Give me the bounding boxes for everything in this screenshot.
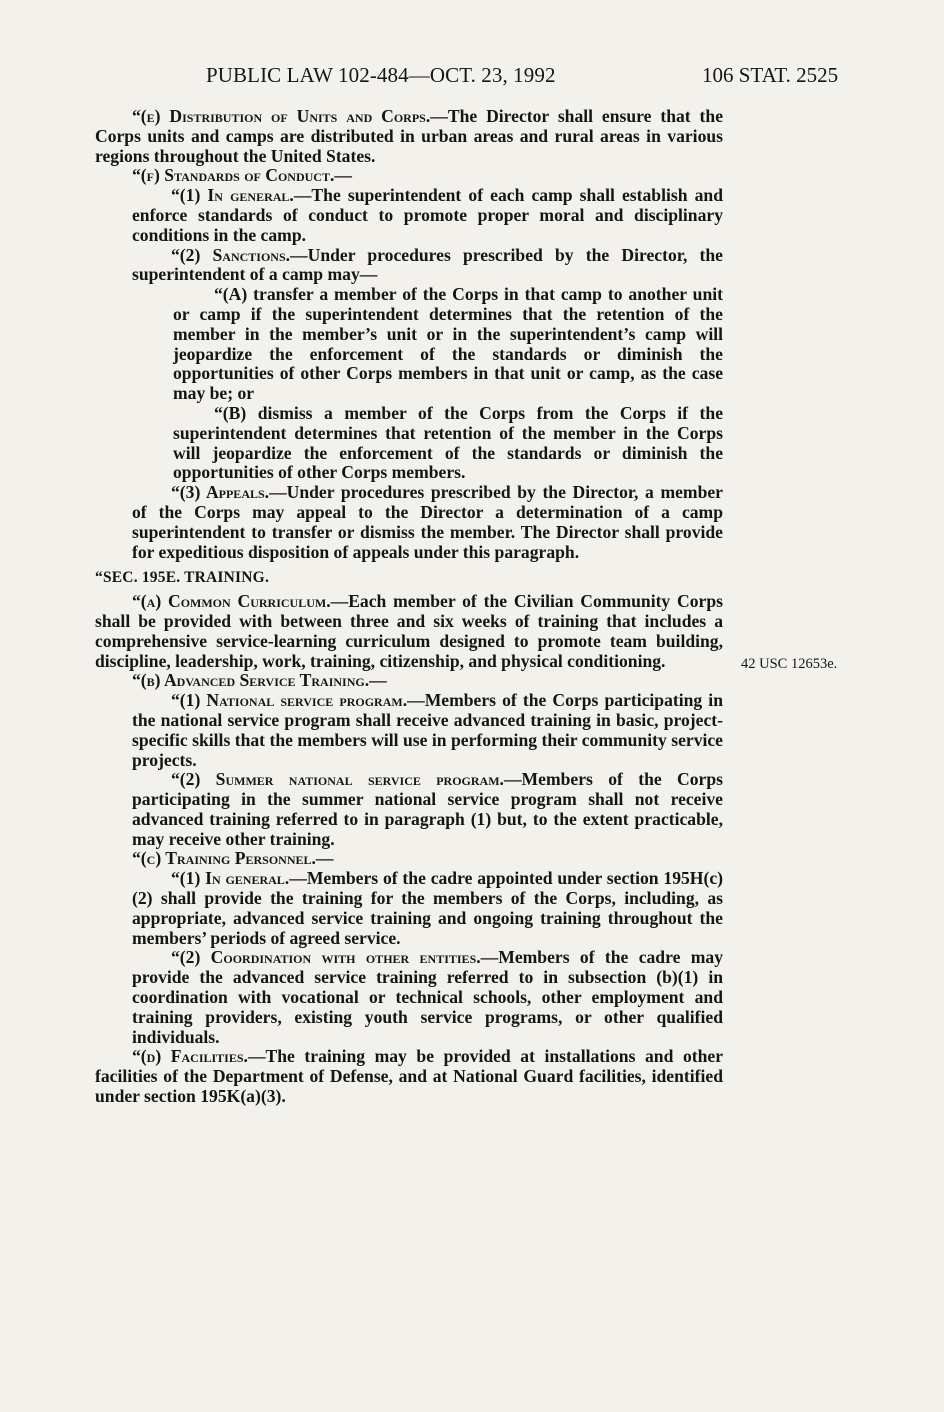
subsection-d-text: —The training may be provided at installations and other facilities of the Department of Defense, and at National Guard facilities, identified under section 195K(a)(3). xyxy=(95,1046,723,1107)
paragraph-c1 xyxy=(132,869,723,948)
paragraph-b2-heading: “(2) Summer national service program. xyxy=(171,769,504,790)
section-heading: “SEC. 195E. TRAINING. xyxy=(95,569,270,587)
paragraph-f1 xyxy=(132,186,723,245)
paragraph-f3 xyxy=(132,483,723,562)
paragraph-f1-text: —The superintendent of each camp shall establish and enforce standards of conduct to promote proper moral and disciplinary conditions in the camp. xyxy=(132,185,723,245)
paragraph-c2-heading: “(2) Coordination with other entities. xyxy=(171,947,481,968)
paragraph-f3-heading: “(3) Appeals. xyxy=(171,482,270,503)
subsection-b xyxy=(95,671,723,691)
paragraph-b1-heading: “(1) National service program. xyxy=(171,690,408,711)
paragraph-c2-text: —Members of the cadre may provide the advanced service training referred to in subsection (b)(1) in coordination with vocational or technical schools, other employment and training providers, existing youth service programs, or other qualified individuals. xyxy=(132,947,723,1047)
paragraph-f1-heading: “(1) In general. xyxy=(171,185,294,206)
paragraph-b1 xyxy=(132,691,723,770)
subsection-c-heading: “(c) Training Personnel. xyxy=(132,848,316,869)
running-header-title: PUBLIC LAW 102-484—OCT. 23, 1992 xyxy=(206,63,556,87)
subsection-f-text: — xyxy=(334,165,352,186)
subsection-c-text: — xyxy=(315,848,334,869)
subsection-f-heading: “(f) Standards of Conduct. xyxy=(132,165,335,186)
paragraph-b1-text: —Members of the Corps participating in the national service program shall receive advanced training in basic, project-specific skills that the members will use in performing their community service projects. xyxy=(132,690,723,770)
paragraph-f3-text: —Under procedures prescribed by the Director, a member of the Corps may appeal to the Director a determination of a camp superintendent to transfer or dismiss the member. The Director shall provide for expeditious disposition of appeals under this paragraph. xyxy=(132,482,723,562)
subparagraph-b: “(B) dismiss a member of the Corps from the Corps if the superintendent determines that retention of the member in the Corps will jeopardize the enforcement of the standards or diminish the opportunities of other Corps members. xyxy=(173,402,723,483)
subsection-a xyxy=(95,592,723,671)
subparagraph-a: “(A) transfer a member of the Corps in that camp to another unit or camp if the superintendent determines that the retention of the member in the member’s unit or in the superintendent’s camp will jeopardize the enforcement of the standards or diminish the opportunities of other Corps members in that unit or camp, as the case may be; or xyxy=(173,284,723,404)
subsection-a-text: —Each member of the Civilian Community Corps shall be provided with between three and six weeks of training that includes a comprehensive service-learning curriculum designed to promote team building, discipline, leadership, work, training, citizenship, and physical conditioning. xyxy=(95,591,723,671)
subsection-a-heading: “(a) Common Curriculum. xyxy=(132,591,331,612)
subsection-e-text: —The Director shall ensure that the Corps units and camps are distributed in urban areas and rural areas in various regions throughout the United States. xyxy=(95,106,724,166)
paragraph-b2-text: —Members of the Corps participating in the summer national service program shall not receive advanced training referred to in paragraph (1) but, to the extent practicable, may receive other training. xyxy=(132,769,723,849)
law-body-text xyxy=(95,107,723,1107)
subsection-e xyxy=(95,107,723,166)
running-header-stat-page: 106 STAT. 2525 xyxy=(702,63,839,87)
subsection-b-heading: “(b) Advanced Service Training. xyxy=(132,670,370,691)
subsection-b-text: — xyxy=(369,670,387,691)
paragraph-f2-text: —Under procedures prescribed by the Director, the superintendent of a camp may— xyxy=(132,244,723,285)
subsection-d-heading: “(d) Facilities. xyxy=(132,1046,248,1067)
paragraph-c1-heading: “(1) In general. xyxy=(171,868,290,889)
subsection-e-heading: “(e) Distribution of Units and Corps. xyxy=(132,106,431,126)
margin-citation: 42 USC 12653e. xyxy=(741,656,838,672)
subsection-f xyxy=(95,166,723,186)
paragraph-f2 xyxy=(132,246,723,286)
subsection-c xyxy=(95,849,723,869)
paragraph-c1-text: —Members of the cadre appointed under section 195H(c)(2) shall provide the training for the members of the Corps, including, as appropriate, advanced service training and ongoing training throughout the members’ periods of agreed service. xyxy=(132,868,724,948)
paragraph-f2-heading: “(2) Sanctions. xyxy=(171,244,291,265)
paragraph-c2 xyxy=(132,948,723,1047)
paragraph-b2 xyxy=(132,770,723,849)
subsection-d xyxy=(95,1047,723,1106)
